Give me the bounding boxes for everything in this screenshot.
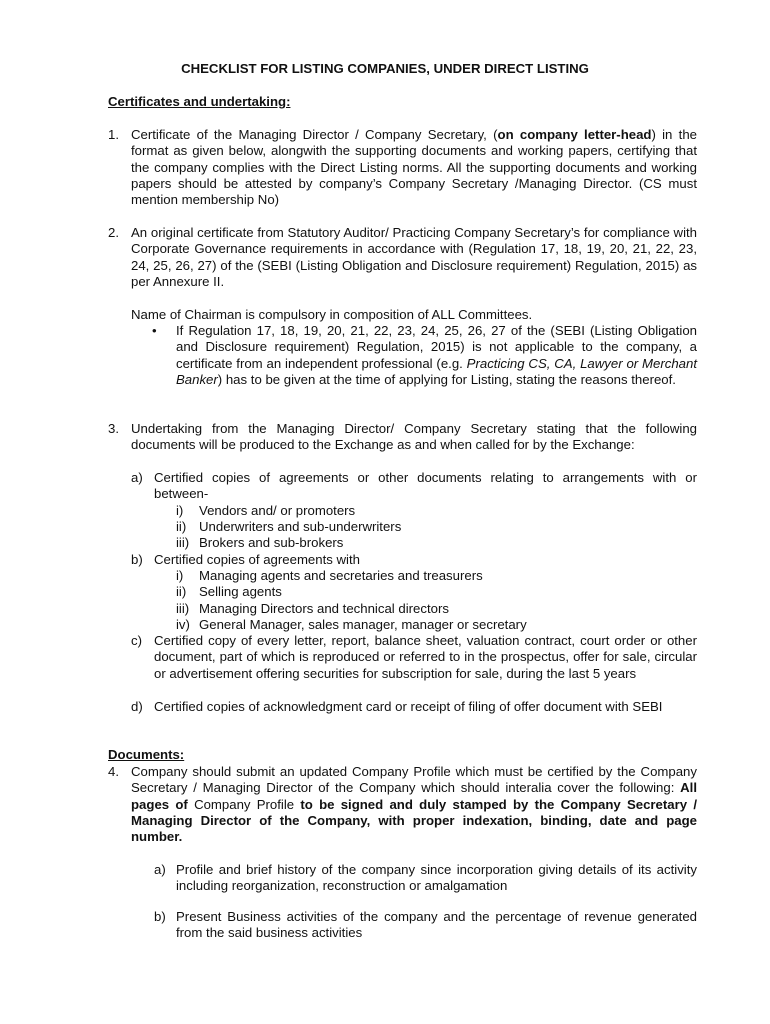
item-3b-iv-text: General Manager, sales manager, manager or secretary	[199, 617, 527, 632]
item-1-text-part1: Certificate of the Managing Director / Company Secretary, (	[131, 127, 498, 142]
item-4a-label: a)	[154, 862, 166, 877]
item-3d-text: Certified copies of acknowledgment card or receipt of filing of offer document with SEBI	[154, 699, 663, 714]
item-3b-iii-text: Managing Directors and technical directors	[199, 601, 449, 616]
item-2-text: An original certificate from Statutory Auditor/ Practicing Company Secretary’s for compliance with Corporate Governance requirements in accordance with (Regulation 17, 18, 19, 20, 21, 22, 23, 24, 25, 26, 27) of the (SEBI (Listing Obligation and Disclosure requirement) Regulation, 2015) as per Annexure II.	[131, 225, 697, 289]
item-4-text	[131, 764, 697, 845]
item-4b-label: b)	[154, 909, 166, 924]
item-3b-i-text: Managing agents and secretaries and treasurers	[199, 568, 483, 583]
item-2-bullet-text	[176, 323, 697, 388]
item-2-bullet-italic: Practicing CS, CA, Lawyer or Merchant Banker	[176, 355, 697, 387]
item-3a-label: a)	[131, 470, 143, 485]
item-3a-text: Certified copies of agreements or other documents relating to arrangements with or between-	[154, 470, 697, 502]
item-4-number: 4.	[108, 764, 119, 779]
item-1-bold: on company letter-head	[497, 127, 652, 142]
item-4-bold-1: All pages of	[131, 780, 697, 812]
item-3d-label: d)	[131, 699, 143, 714]
item-3c-label: c)	[131, 633, 142, 648]
section-heading-documents: Documents:	[108, 747, 185, 762]
item-1-number: 1.	[108, 127, 119, 142]
item-3c-text: Certified copy of every letter, report, balance sheet, valuation contract, court order or other document, part of which is reproduced or referred to in the prospectus, offer for sale, circular or advertisement offering securities for subscription for sale, during the last 5 years	[154, 633, 697, 681]
item-2-bullet-part1: If Regulation 17, 18, 19, 20, 21, 22, 23, 24, 25, 26, 27 of the (SEBI (Listing Obligation and Disclosure requirement) Regulation, 2015) is not applicable to the company, a certificate from an independent professional (e.g.	[176, 323, 697, 371]
item-3b-ii-label: ii)	[176, 584, 187, 599]
section-heading-certificates: Certificates and undertaking:	[108, 94, 291, 109]
item-3a-ii-label: ii)	[176, 519, 187, 534]
item-3-number: 3.	[108, 421, 119, 436]
item-4-text-part1: Company should submit an updated Company Profile which must be certified by the Company Secretary / Managing Director of the Company which should interalia cover the following:	[131, 764, 697, 796]
item-3-text: Undertaking from the Managing Director/ Company Secretary stating that the following documents will be produced to the Exchange as and when called for by the Exchange:	[131, 421, 697, 453]
item-3b-label: b)	[131, 552, 143, 567]
item-1-text	[131, 127, 697, 208]
item-3a-i-label: i)	[176, 503, 184, 518]
item-1-text-part2: ) in the format as given below, alongwith the supporting documents and working papers, certifying that the company complies with the Direct Listing norms. All the supporting documents and working papers should be attested by company’s Company Secretary /Managing Director. (CS must mention membership No)	[131, 127, 697, 208]
item-2-note: Name of Chairman is compulsory in composition of ALL Committees.	[131, 307, 533, 322]
item-3a-iii-text: Brokers and sub-brokers	[199, 535, 344, 550]
item-3a-i-text: Vendors and/ or promoters	[199, 503, 356, 518]
item-4b-text: Present Business activities of the company and the percentage of revenue generated from the said business activities	[176, 909, 697, 941]
item-3b-iv-label: iv)	[176, 617, 190, 632]
item-4a-text: Profile and brief history of the company since incorporation giving details of its activity including reorganization, reconstruction or amalgamation	[176, 862, 697, 894]
item-3b-text: Certified copies of agreements with	[154, 552, 360, 567]
item-3b-iii-label: iii)	[176, 601, 190, 616]
item-3b-ii-text: Selling agents	[199, 584, 282, 599]
item-2-bullet: •	[152, 323, 157, 338]
item-4-text-part2: Company Profile	[194, 796, 301, 812]
item-3a-ii-text: Underwriters and sub-underwriters	[199, 519, 402, 534]
item-2-bullet-part2: ) has to be given at the time of applying for Listing, stating the reasons thereof.	[217, 371, 676, 387]
item-2-number: 2.	[108, 225, 119, 240]
item-4-bold-2: to be signed and duly stamped by the Company Secretary / Managing Director of the Company, with proper indexation, binding, date and page number.	[131, 796, 697, 845]
item-3b-i-label: i)	[176, 568, 184, 583]
page-title: CHECKLIST FOR LISTING COMPANIES, UNDER DIRECT LISTING	[181, 61, 589, 76]
item-3a-iii-label: iii)	[176, 535, 190, 550]
